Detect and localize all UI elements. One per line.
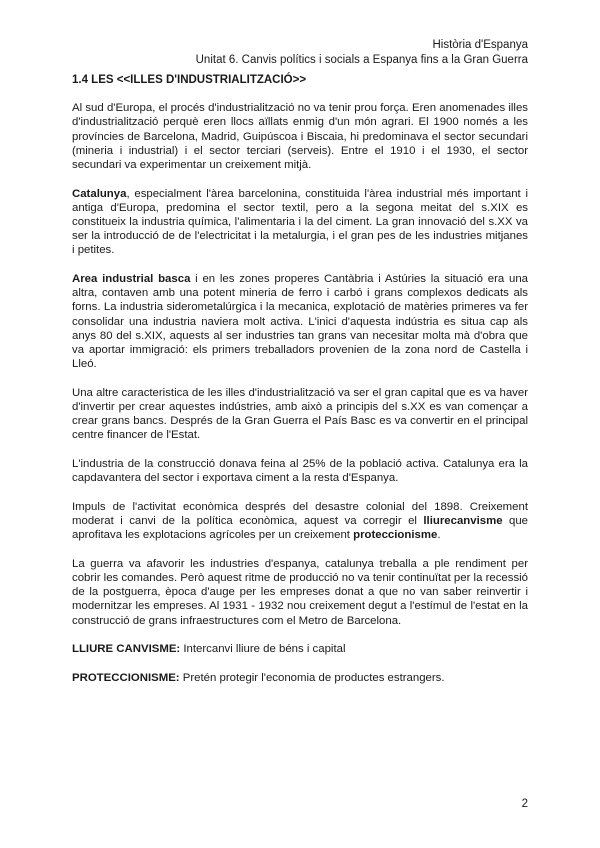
- paragraph-policy: [72, 500, 528, 543]
- paragraph-capital: Una altre caracteristica de les illes d'industrialització va ser el gran capital que es va haver d'invertir per crear aquestes indústries, amb això a principis del s.XX es van començar a crear grans bancs. Després de la Gran Guerra el País Basc es va convertir en el principal centre financer de l'Estat.: [72, 386, 528, 442]
- paragraph-construction: L'industria de la construcció donava feina al 25% de la població activa. Catalunya era la capdavantera del sector i exportava ciment a la resta d'Espanya.: [72, 458, 528, 485]
- paragraph-basque: [72, 272, 528, 371]
- page-header: [196, 38, 528, 68]
- section-title: 1.4 LES <<ILLES D'INDUSTRIALITZACIÓ>>: [72, 74, 307, 86]
- header-subject: Història d'Espanya: [432, 39, 528, 51]
- definition-lliure-canvisme: [72, 642, 528, 656]
- document-body: [72, 73, 528, 699]
- paragraph-intro: Al sud d'Europa, el procés d'industrialització no va tenir prou força. Eren anomenades illes d'industrialització perquè eren llocs aïllats enmig d'un món agrari. El 1900 només a les províncies de Barcelona, Madrid, Guipúscoa i Biscaia, hi predominava el sector secundari (mineria i industrial) i el sector terciari (serveis). Entre el 1910 i el 1930, el sector secundari va experimentar un creixement mitjà.: [72, 102, 528, 172]
- definition-text: Intercanvi lliure de béns i capital: [180, 643, 346, 656]
- definition-term: LLIURE CANVISME:: [72, 643, 181, 656]
- policy-text-b: que aprofitava les explotacions agrícoles per un creixement: [72, 515, 528, 542]
- page-number: 2: [521, 798, 528, 810]
- catalunya-heading: Catalunya: [72, 187, 127, 200]
- definition-proteccionisme: [72, 671, 528, 685]
- term-lliurecanvisme: lliurecanvisme: [423, 515, 503, 528]
- definition-text: Pretén protegir l'economia de productes estrangers.: [179, 671, 445, 684]
- header-unit: Unitat 6. Canvis polítics i socials a Espanya fins a la Gran Guerra: [195, 54, 528, 66]
- catalunya-text: , especialment l'àrea barcelonina, constituida l'àrea industrial més important i antiga d'Europa, predomina el sector textil, pero a la segona meitat del s.XIX es constitueix la industria química, l'alimentaria i la del ciment. La gran innovació del s.XX va ser la introducció de de l'electricitat i la metalurgia, i el gran pes de les industries mitjanes i petites.: [72, 187, 528, 257]
- paragraph-catalunya: [72, 187, 528, 258]
- basque-text: i en les zones properes Cantàbria i Astúries la situació era una altra, contaven amb una potent mineria de ferro i carbó i grans complexos dedicats als forns. La industria siderometalúrgica i la mecanica, explotació de matèries primeres va fer consolidar una industria naviera molt activa. L'inici d'aquesta indústria es situa cap als anys 80 del s.XIX, aquests al ser industries tan grans van necesitar molta mà d'obra que va aportar immigració: els primers treballadors provenien de la zona nord de Castella i Lleó.: [72, 273, 528, 371]
- policy-text-a: Impuls de l'activitat econòmica després del desastre colonial del 1898. Creixement moderat i canvi de la política econòmica, aquest va corregir el: [72, 500, 528, 528]
- basque-heading: Area industrial basca: [72, 273, 191, 286]
- policy-text-c: .: [437, 529, 441, 542]
- term-proteccionisme: proteccionisme: [353, 529, 438, 542]
- paragraph-war: La guerra va afavorir les industries d'espanya, catalunya treballa a ple rendiment per cobrir les comandes. Però aquest ritme de producció no va tenir continuïtat per la recessió de la postguerra, època d'auge per les empreses donat a que no van saber reinvertir i modernitzar les empreses. Al 1931 - 1932 nou creixement degut a l'estímul de l'estat en la construcció de grans infraestructures com el Metro de Barcelona.: [72, 557, 528, 627]
- definition-term: PROTECCIONISME:: [72, 671, 180, 684]
